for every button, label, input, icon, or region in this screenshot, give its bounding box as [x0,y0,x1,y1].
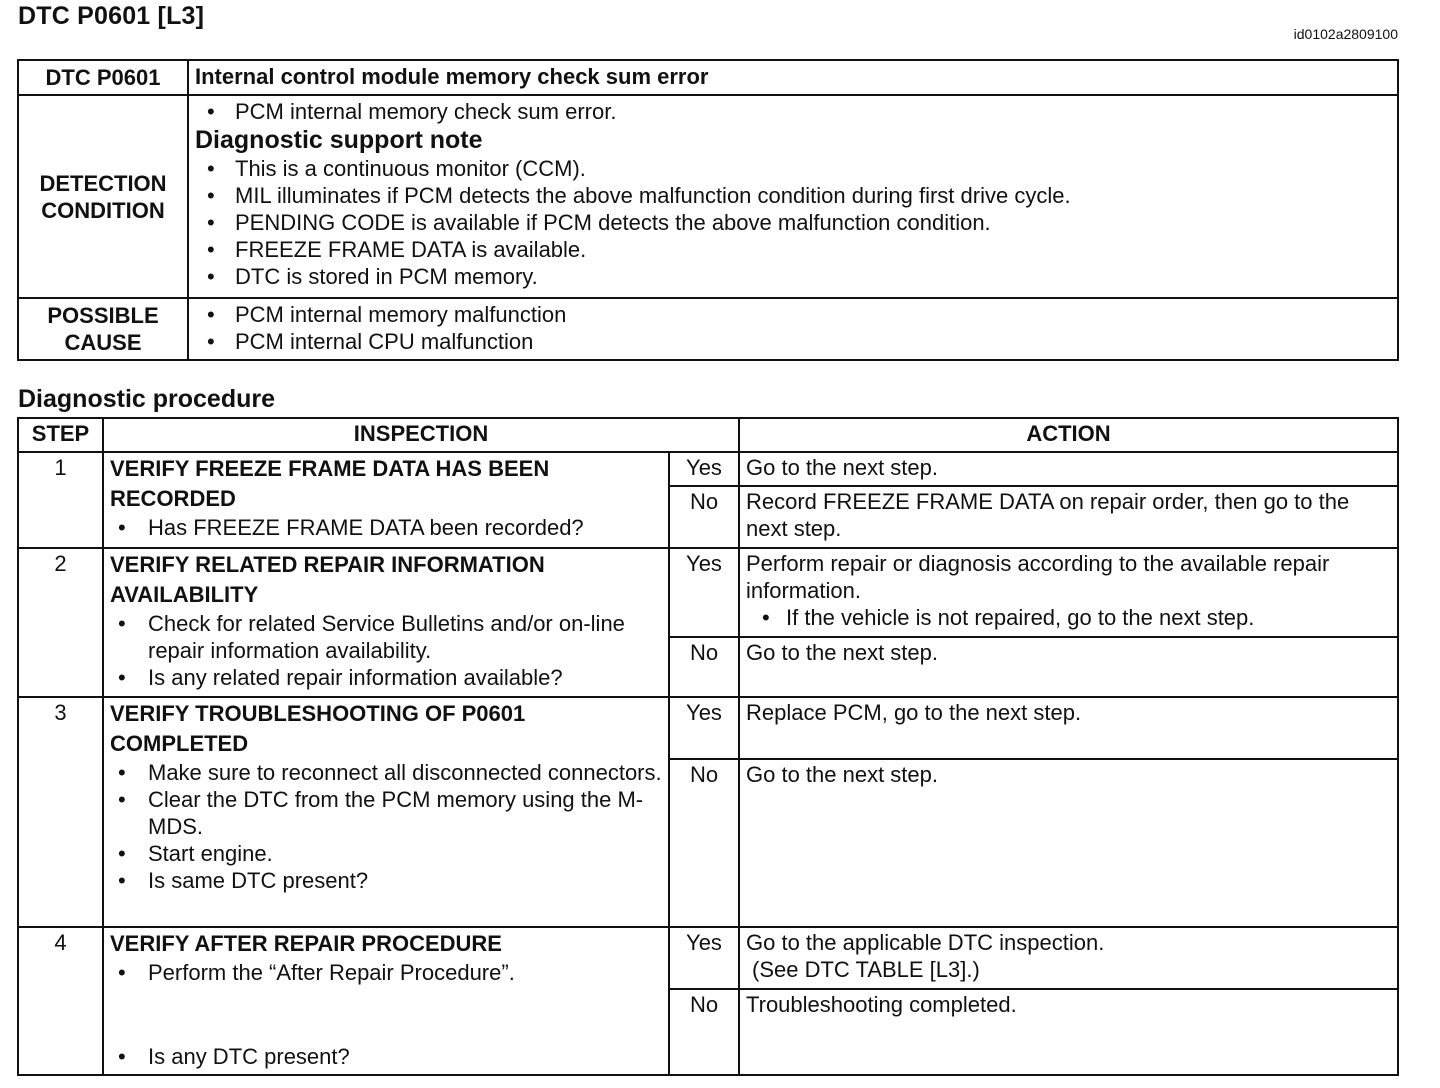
inspection-item: • Perform the “After Repair Procedure”. [110,959,662,986]
inspection-item: • Is any DTC present? [110,1043,350,1070]
support-note-item: • DTC is stored in PCM memory. [195,263,1391,290]
yes-label: Yes [669,452,739,486]
cause-label-line-1: POSSIBLE [47,303,159,328]
yes-action-cell [739,548,1398,637]
inspection-item: • Has FREEZE FRAME DATA been recorded? [110,514,662,541]
page-title: DTC P0601 [L3] [18,2,205,30]
yes-label: Yes [669,697,739,759]
header-inspection: INSPECTION [103,418,739,452]
inspection-list [110,610,662,691]
cause-item: • PCM internal memory malfunction [195,301,1391,328]
no-action: Go to the next step. [739,637,1398,697]
yes-action-reference: (See DTC TABLE [L3].) [752,957,980,982]
support-note-item: • FREEZE FRAME DATA is available. [195,236,1391,263]
inspection-title: VERIFY AFTER REPAIR PROCEDURE [110,931,502,956]
no-label: No [669,486,739,548]
inspection-item: • Is any related repair information available? [110,664,662,691]
step-number: 1 [18,452,103,548]
yes-action: Replace PCM, go to the next step. [739,697,1398,759]
inspection-list [110,959,662,986]
cause-item: • PCM internal CPU malfunction [195,328,1391,355]
dtc-code-cell: DTC P0601 [18,60,188,95]
header-step: STEP [18,418,103,452]
detection-list [195,98,1391,125]
detection-label-line-1: DETECTION [39,170,167,196]
diagnostic-procedure-table [17,417,1399,1076]
yes-action: Perform repair or diagnosis according to the available repair information. [746,551,1330,603]
inspection-item: • Start engine. [110,840,662,867]
no-label: No [669,989,739,1075]
yes-action: Go to the next step. [739,452,1398,486]
yes-label: Yes [669,548,739,637]
support-note-list [195,155,1391,290]
header-action: ACTION [739,418,1398,452]
inspection-list [110,759,662,894]
no-label: No [669,637,739,697]
detection-item: • PCM internal memory check sum error. [195,98,1391,125]
step-number: 3 [18,697,103,927]
step-number: 2 [18,548,103,697]
yes-action-cell [739,927,1398,989]
detection-condition-cell [188,95,1398,298]
cause-label-line-2: CAUSE [64,330,142,355]
document-id: id0102a2809100 [1293,26,1398,42]
support-note-heading: Diagnostic support note [195,126,483,154]
inspection-title: VERIFY TROUBLESHOOTING OF P0601 COMPLETED [110,701,526,756]
no-label: No [669,759,739,927]
inspection-title: VERIFY FREEZE FRAME DATA HAS BEEN RECORDED [110,456,550,511]
step-number: 4 [18,927,103,1075]
support-note-item: • PENDING CODE is available if PCM detects the above malfunction condition. [195,209,1391,236]
support-note-item: • This is a continuous monitor (CCM). [195,155,1391,182]
possible-cause-cell [188,298,1398,360]
inspection-item: • Check for related Service Bulletins and/or on-line repair information availability. [110,610,662,664]
inspection-cell [103,697,669,927]
no-action: Troubleshooting completed. [739,989,1398,1075]
possible-cause-label [18,298,188,360]
dtc-summary-table [17,59,1399,361]
yes-action-subitem: • If the vehicle is not repaired, go to the next step. [746,604,1391,631]
detection-label-line-2: CONDITION [41,197,165,223]
inspection-list [110,514,662,541]
detection-condition-label [18,95,188,298]
yes-action: Go to the applicable DTC inspection. [746,930,1105,955]
procedure-heading: Diagnostic procedure [18,385,275,413]
inspection-item: • Is same DTC present? [110,867,662,894]
no-action: Go to the next step. [739,759,1398,927]
inspection-title: VERIFY RELATED REPAIR INFORMATION AVAILABILITY [110,552,545,607]
inspection-cell [103,452,669,548]
inspection-item: • Make sure to reconnect all disconnected connectors. [110,759,662,786]
inspection-item: • Clear the DTC from the PCM memory using the M-MDS. [110,786,662,840]
dtc-description-cell: Internal control module memory check sum error [188,60,1398,95]
yes-action-sublist [746,604,1391,631]
inspection-list-bottom [110,1043,350,1070]
no-action: Record FREEZE FRAME DATA on repair order, then go to the next step. [739,486,1398,548]
inspection-cell [103,548,669,697]
yes-label: Yes [669,927,739,989]
cause-list [195,301,1391,355]
inspection-cell [103,927,669,1075]
support-note-item: • MIL illuminates if PCM detects the above malfunction condition during first drive cycle. [195,182,1391,209]
